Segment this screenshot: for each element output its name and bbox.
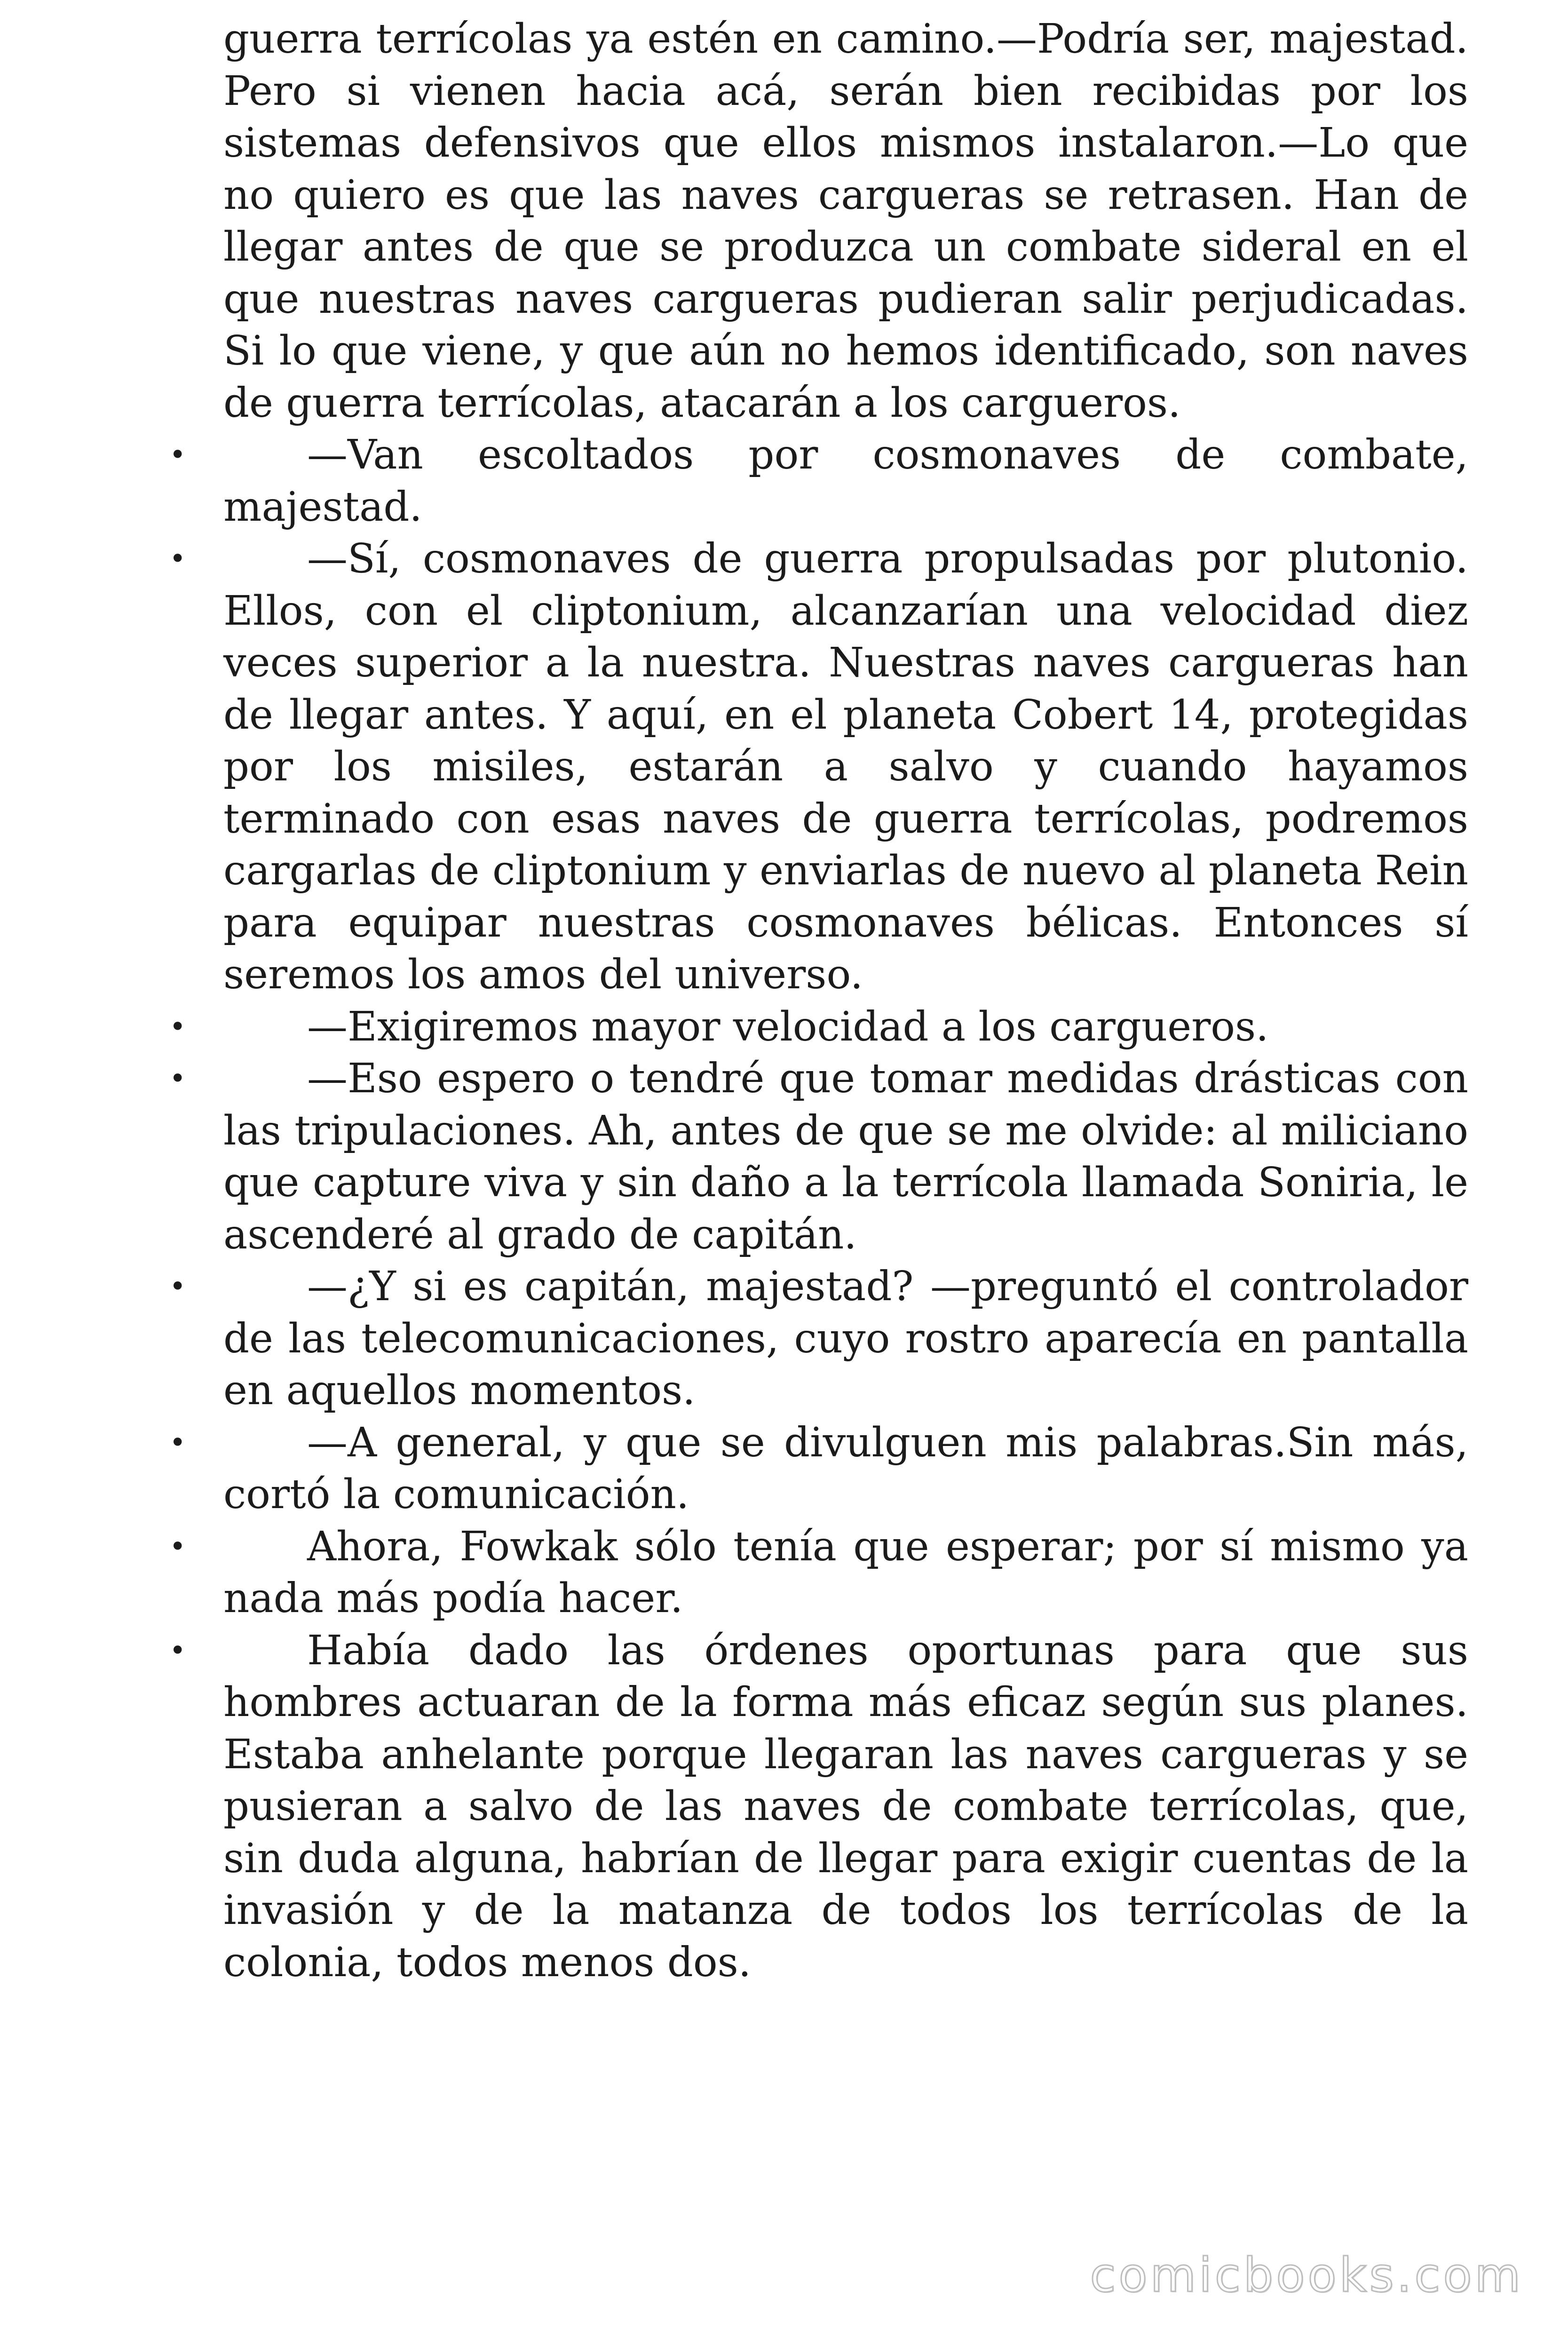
watermark-logo: comicbooks.com <box>1090 2248 1523 2303</box>
bullet-marker: • <box>169 1062 186 1095</box>
paragraph-text: Ahora, Fowkak sólo tenía que esperar; por sí mismo ya nada más podía hacer. <box>223 1523 1468 1622</box>
paragraph-dialogue <box>169 1261 1468 1417</box>
page-body-text <box>169 13 1468 1988</box>
paragraph-dialogue <box>169 1417 1468 1521</box>
paragraph-text: —¿Y si es capitán, majestad? —preguntó el controlador de las telecomunicaciones, cuyo rostro aparecía en pantalla en aquellos momentos. <box>223 1263 1468 1414</box>
paragraph-text: —Van escoltados por cosmonaves de combate, majestad. <box>223 431 1468 531</box>
bullet-marker: • <box>169 542 186 575</box>
paragraph-text: Había dado las órdenes oportunas para que sus hombres actuaran de la forma más eficaz según sus planes. Estaba anhelante porque llegaran las naves cargueras y se pusieran a salvo de las naves de combate terrícolas, que, sin duda alguna, habrían de llegar para exigir cuentas de la invasión y de la matanza de todos los terrícolas de la colonia, todos menos dos. <box>223 1627 1468 1986</box>
paragraph-continued <box>169 13 1468 429</box>
bullet-marker: • <box>169 438 186 471</box>
paragraph-dialogue <box>169 533 1468 1001</box>
paragraph-dialogue <box>169 1053 1468 1261</box>
bullet-marker: • <box>169 1530 186 1563</box>
paragraph-dialogue <box>169 1001 1468 1053</box>
paragraph-narration <box>169 1521 1468 1625</box>
paragraph-text: guerra terrícolas ya estén en camino.—Podría ser, majestad. Pero si vienen hacia acá, serán bien recibidas por los sistemas defensivos que ellos mismos instalaron.—Lo que no quiero es que las naves cargueras se retrasen. Han de llegar antes de que se produzca un combate sideral en el que nuestras naves cargueras pudieran salir perjudicadas. Si lo que viene, y que aún no hemos identificado, son naves de guerra terrícolas, atacarán a los cargueros. <box>223 16 1468 427</box>
paragraph-text: —Sí, cosmonaves de guerra propulsadas por plutonio. Ellos, con el cliptonium, alcanzarían una velocidad diez veces superior a la nuestra. Nuestras naves cargueras han de llegar antes. Y aquí, en el planeta Cobert 14, protegidas por los misiles, estarán a salvo y cuando hayamos terminado con esas naves de guerra terrícolas, podremos cargarlas de cliptonium y enviarlas de nuevo al planeta Rein para equipar nuestras cosmonaves bélicas. Entonces sí seremos los amos del universo. <box>223 535 1468 998</box>
bullet-marker: • <box>169 1426 186 1459</box>
paragraph-text: —Eso espero o tendré que tomar medidas drásticas con las tripulaciones. Ah, antes de que se me olvide: al miliciano que capture viva y sin daño a la terrícola llamada Soniria, le ascenderé al grado de capitán. <box>223 1055 1468 1258</box>
paragraph-text: —Exigiremos mayor velocidad a los cargueros. <box>307 1003 1269 1050</box>
bullet-marker: • <box>169 1634 186 1667</box>
paragraph-narration <box>169 1625 1468 1989</box>
bullet-marker: • <box>169 1010 186 1043</box>
bullet-marker: • <box>169 1270 186 1303</box>
paragraph-dialogue <box>169 429 1468 533</box>
paragraph-text: —A general, y que se divulguen mis palabras.Sin más, cortó la comunicación. <box>223 1419 1468 1518</box>
